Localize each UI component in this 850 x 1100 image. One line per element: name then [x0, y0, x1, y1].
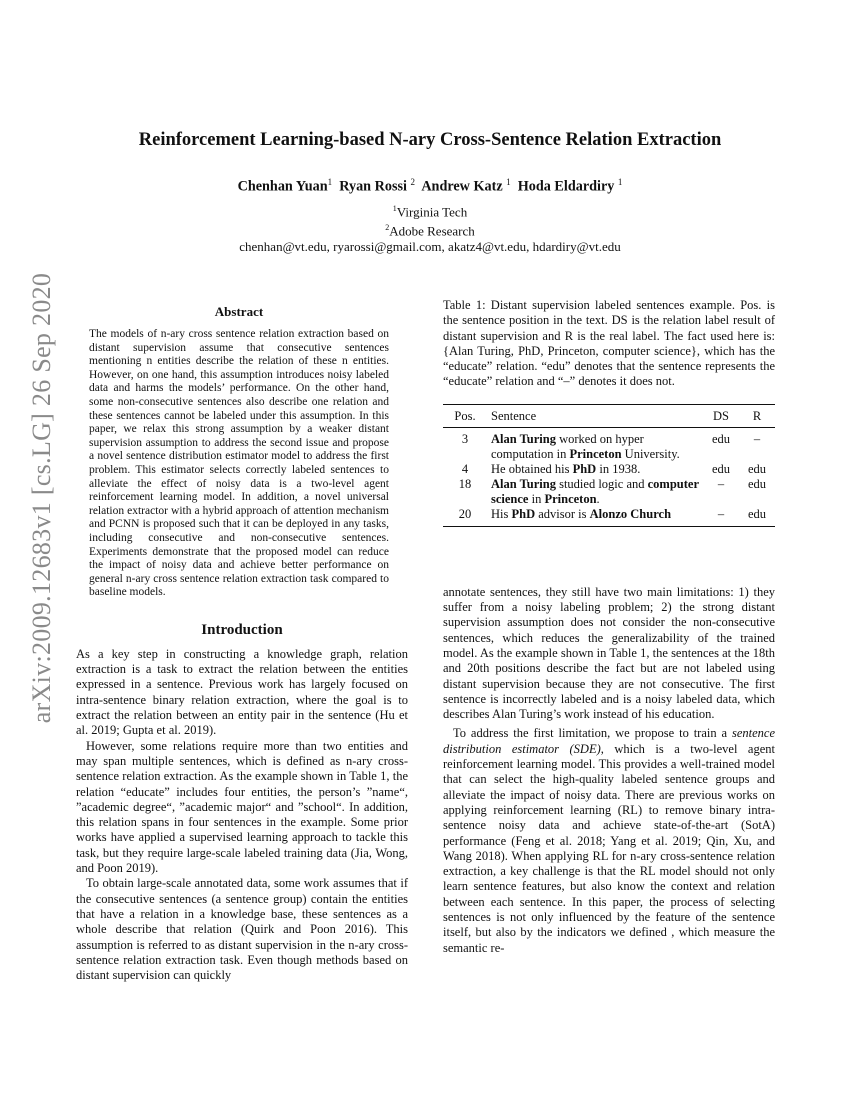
paragraph: annotate sentences, they still have two main limitations: 1) they suffer from a noisy labeling problem; 2) the strong distant supervision assumption does not consider the non-consecutive sentences, which reduces the generalizability of the trained model. As the example shown in Table 1, the sentences at the 18th and 20th positions describe the fact but are not labeled using distant supervision because they are not consecutive. The first sentence is incorrectly labeled and is a noisy labeled data, which describes Alan Turing’s work instead of his education.: [443, 584, 775, 722]
cell-r: edu: [739, 507, 775, 527]
text: His: [491, 506, 512, 521]
paragraph: To obtain large-scale annotated data, some work assumes that if the consecutive sentences (a sentence group) contain the entities that have a relation in a knowledge base, these sentences as a whole describe that relation (Quirk and Poon 2016). This assumption is referred to as distant supervision in the n-ary cross-sentence relation extraction task. Even though methods based on distant supervision can quickly: [76, 876, 408, 983]
paragraph: As a key step in constructing a knowledge graph, relation extraction is a task to extract the relation between the entities expressed in a sentence. Previous work has largely focused on intra-sentence binary relation extraction, where the goal is to extract the relation between an entity pair in the sentence (Hu et al. 2019; Gupta et al. 2019).: [76, 646, 408, 738]
text: in 1938.: [596, 461, 641, 476]
cell-ds: edu: [711, 431, 731, 446]
text: , which is a two-level agent reinforcement learning model. This provides a well-trained model that can select the high-quality labeled sentence groups and alleviate the impact of noisy data. There are previous works on applying reinforcement learning (RL) to remove binary intra-sentence noisy data and achieve state-of-the-art (SotA) performance (Feng et al. 2018; Yang et al. 2019; Qin, Xu, and Wang 2018). When applying RL for n-ary cross-sentence relation extraction, a key challenge is that the RL model should not only learn sentence features, but also know the context and relation between each sentence. In this paper, the process of selecting sentences is not only influenced by the feature of the sentence itself, but also by the indicators we defined , which measure the semantic re-: [443, 741, 775, 955]
author-emails: chenhan@vt.edu, ryarossi@gmail.com, akatz4@vt.edu, hdardiry@vt.edu: [239, 239, 621, 255]
abstract-text: The models of n-ary cross sentence relation extraction based on distant supervision assume that consecutive sentences mentioning n entities describe the relation of these n entities. However, on one hand, this assumption introduces noisy labeled data and harms the models’ performance. On the other hand, some non-consecutive sentences also describe one relation and these sentences cannot be labeled under this assumption. In this paper, we relax this strong assumption by a weaker distant supervision assumption to address the second issue and propose a novel sentence distribution estimator model to address the first problem. This estimator selects correctly labeled sentences to alleviate the effect of noisy data is a two-level agent reinforcement learning model. In addition, a novel universal relation extractor with a hybrid approach of attention mechanism and PCNN is proposed such that it can be deployed in any tasks, including consecutive and non-consecutive sentences. Experiments demonstrate that the proposed model can reduce the impact of noisy data and achieve better performance on general n-ary cross sentence relation extraction task compared to baseline models.: [89, 328, 389, 599]
table-caption: Table 1: Distant supervision labeled sentences example. Pos. is the sentence position in the text. DS is the relation label result of distant supervision and R is the real label. The fact used here is: {Alan Turing, PhD, Princeton, computer science}, which has the “educate” relation. “edu” denotes that the sentence represents the “educate” relation and “–” denotes it does not.: [443, 298, 775, 389]
arxiv-watermark: [22, 272, 62, 723]
text: To address the first limitation, we propose to train a: [453, 726, 732, 741]
text: in: [528, 491, 545, 506]
emphasis: sentence distribution estimator (SDE): [443, 726, 775, 756]
table-row: [443, 477, 775, 507]
col-header-r: R: [739, 404, 775, 427]
author-affil-mark: 1: [506, 177, 511, 187]
cell-sentence: [487, 507, 703, 527]
affil-name: Virginia Tech: [396, 204, 468, 220]
cell-sentence: [487, 477, 703, 507]
cell-sentence: [487, 427, 703, 462]
entity: Alan Turing: [491, 431, 556, 446]
author-name: Andrew Katz: [421, 178, 503, 195]
entity: Alonzo Church: [589, 506, 672, 521]
author-name: Chenhan Yuan: [237, 178, 328, 195]
right-body: [443, 585, 775, 956]
table-row: [443, 462, 775, 477]
abstract-section: [89, 304, 389, 600]
example-table: [443, 404, 775, 527]
entity: Princeton: [569, 446, 622, 461]
text: University.: [621, 446, 680, 461]
col-header-ds: DS: [703, 404, 739, 427]
introduction-title: Introduction: [201, 621, 283, 638]
cell-r: edu: [747, 461, 767, 476]
affil-name: Adobe Research: [389, 223, 475, 239]
paper-title: Reinforcement Learning-based N-ary Cross-Sentence Relation Extraction: [138, 130, 722, 150]
text: worked on hyper computation in: [491, 431, 644, 461]
cell-pos: 18: [458, 476, 472, 491]
cell-ds: –: [717, 476, 725, 491]
author-affil-mark: 1: [617, 177, 623, 187]
text: He obtained his: [491, 461, 573, 476]
author-name: Ryan Rossi: [339, 178, 407, 195]
table-row: [443, 427, 775, 462]
introduction-body: [76, 647, 408, 984]
author-affil-mark: 1: [327, 177, 333, 187]
affil-mark: 2: [385, 223, 390, 233]
cell-ds: edu: [711, 461, 731, 476]
entity: PhD: [511, 506, 536, 521]
author-name: Hoda Eldardiry: [517, 178, 615, 195]
affiliation: [70, 201, 790, 220]
col-header-pos: Pos.: [443, 404, 487, 427]
left-column: [76, 298, 408, 983]
affiliation: [70, 220, 790, 239]
cell-r: –: [753, 431, 761, 446]
entity: PhD: [572, 461, 597, 476]
table-row: [443, 507, 775, 527]
author-affil-mark: 2: [410, 177, 415, 187]
paragraph: [443, 726, 775, 955]
cell-sentence: [487, 462, 703, 477]
cell-pos: 4: [461, 461, 469, 476]
right-column: [443, 298, 775, 956]
author-list: [70, 177, 790, 196]
table-header-row: [443, 404, 775, 427]
col-header-sentence: Sentence: [487, 404, 703, 427]
arxiv-identifier: arXiv:2009.12683v1 [cs.LG] 26 Sep 2020: [27, 272, 56, 723]
affil-mark: 1: [392, 203, 397, 213]
cell-pos: 20: [443, 507, 487, 527]
text: .: [596, 491, 600, 506]
cell-r: edu: [747, 476, 767, 491]
entity: Alan Turing: [491, 476, 556, 491]
cell-ds: –: [703, 507, 739, 527]
paper-header: [70, 130, 790, 255]
entity: Princeton: [544, 491, 597, 506]
entity: computer science: [491, 476, 699, 506]
abstract-title: Abstract: [214, 304, 264, 319]
cell-pos: 3: [461, 431, 469, 446]
paragraph: However, some relations require more than two entities and may span multiple sentences, which is defined as n-ary cross-sentence relation extraction. As the example shown in Table 1, the relation “educate” includes four entities, the person’s ”name“, ”academic degree“, ”academic major“ and ”school“. In addition, this relation spans in four sentences in the example. Some prior works have applied a supervised learning approach to tackle this task, but they require large-scale labeled training data (Jia, Wong, and Poon 2019).: [76, 738, 408, 876]
text: studied logic and: [555, 476, 648, 491]
text: advisor is: [535, 506, 590, 521]
